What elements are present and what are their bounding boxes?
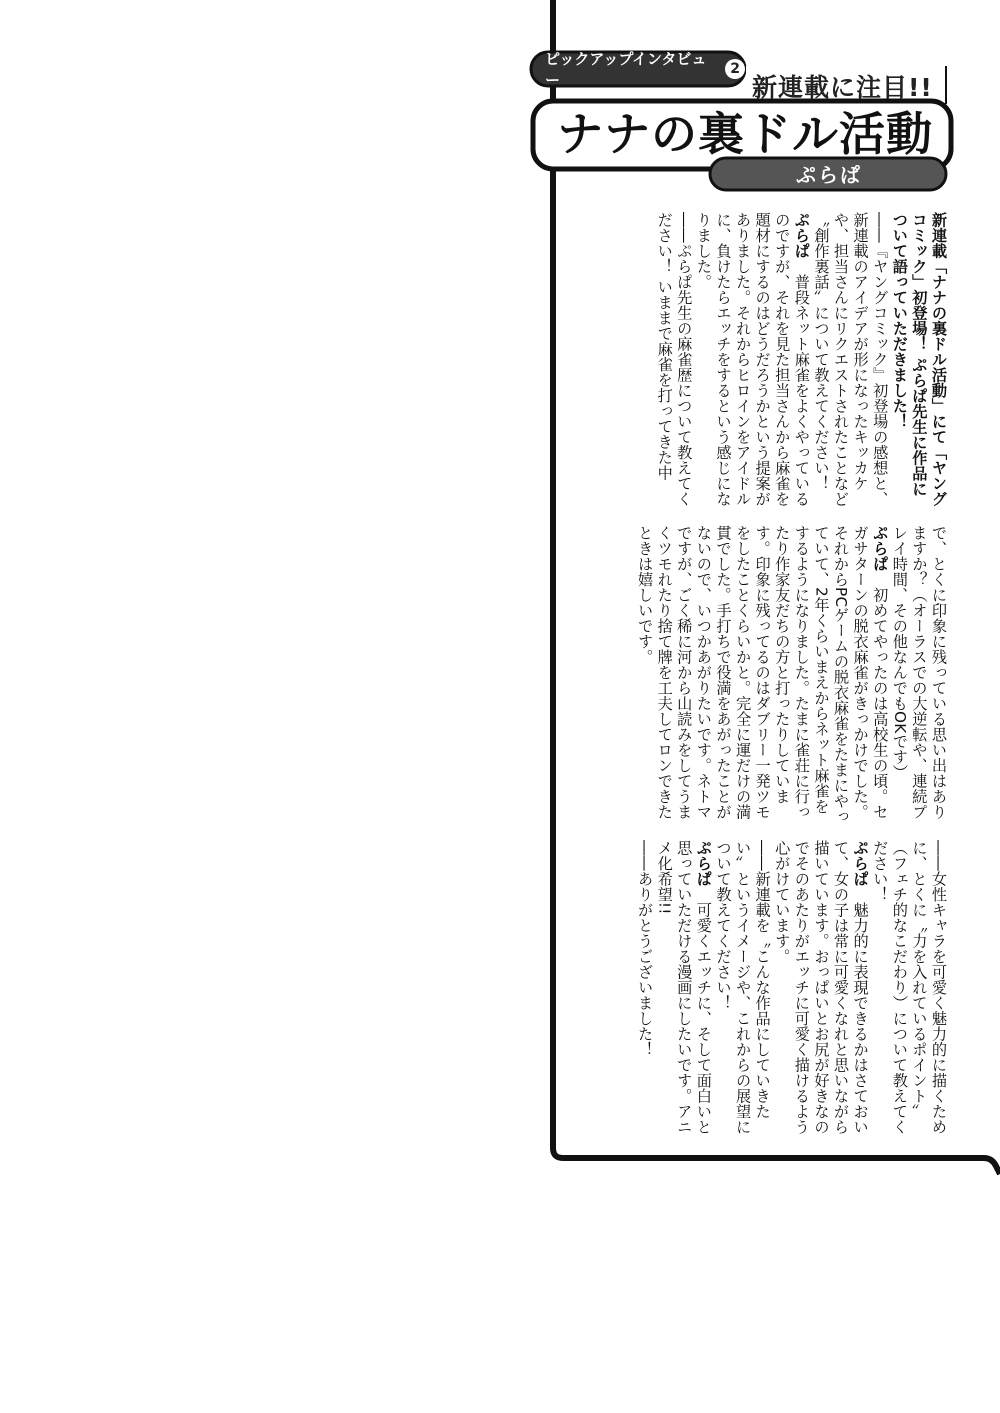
answer-1 <box>693 212 811 512</box>
answer-4 <box>654 840 713 1140</box>
question-3: ――女性キャラを可愛く魅力的に描くために、とくに〝力を入れているポイント〟（フェチ的なこだわり）について教えてください！ <box>871 840 948 1135</box>
question-2: ――ぷらぱ先生の麻雀歴について教えてください！ いままで麻雀を打ってきた中 <box>655 212 694 507</box>
question-4: ――新連載を〝こんな作品にしていきたい〟というイメージや、これからの展望について教えてください！ <box>714 840 772 1135</box>
interview-block-2 <box>578 525 948 825</box>
answer-4-text: 可愛くエッチに、そして面白いと思っていただける漫画にしたいです。アニメ化希望!! <box>655 840 713 1135</box>
lead-paragraph: 新連載「ナナの裏ドル活動」にて「ヤングコミック」初登場！ ぷらぱ先生に作品について語っていただきました！ <box>890 212 948 507</box>
answer-4-speaker: ぷらぱ <box>694 840 713 887</box>
page-title: ナナの裏ドル活動 <box>557 107 933 161</box>
series-tag-label: ピックアップインタビュー <box>545 50 707 89</box>
answer-3-text: 魅力的に表現できるかはさておいて、女の子は常に可愛くなれと思いながら描いています。おっぱいとお尻が好きなのでそのあたりがエッチに可愛く描けるよう心がけています。 <box>773 840 870 1135</box>
question-2-continued: で、とくに印象に残っている思い出はありますか？（オーラスでの大逆転や、連続プレイ時間、その他なんでもOKです） <box>890 525 948 820</box>
answer-3-speaker: ぷらぱ <box>851 840 870 887</box>
series-tag <box>533 50 745 89</box>
author-name: ぷらぱ <box>796 163 862 187</box>
answer-2-speaker: ぷらぱ <box>871 525 890 572</box>
interview-block-1 <box>578 212 948 512</box>
answer-2 <box>635 525 890 825</box>
interview-block-3 <box>578 840 948 1140</box>
question-1: ――『ヤングコミック』初登場の感想と、新連載のアイデアが形になったキッカケや、担当さんにリクエストされたことなど〝創作裏話〟について教えてください！ <box>812 212 890 507</box>
closing-line: ――ありがとうございました！ <box>636 840 655 1057</box>
answer-1-speaker: ぷらぱ <box>792 212 811 259</box>
new-serial-label: 新連載に注目!! <box>752 73 933 102</box>
series-number-badge: 2 <box>725 59 745 79</box>
answer-1-text: 普段ネット麻雀をよくやっているのですが、それを見た担当さんから麻雀を題材にするのはどうだろうかという提案がありました。それからヒロインをアイドルに、負けたらエッチをするという感じになりました。 <box>694 212 811 507</box>
answer-2-text: 初めてやったのは高校生の頃。セガサターンの脱衣麻雀がきっかけでした。それからPCゲームの脱衣麻雀をたまにやっていて、2年くらいまえからネット麻雀をするようになりました。たまに雀荘に行ったり作家友だちの方と打ったりしています。印象に残ってるのはダブリー一発ツモをしたことくらいかと。完全に運だけの満貫でした。手打ちで役満をあがったことがないので、いつかあがりたいです。ネトマですが、ごく稀に河から山読みをしてうまくツモれたり捨て牌を工夫してロンできたときは嬉しいです。 <box>636 525 890 825</box>
answer-3 <box>772 840 870 1140</box>
